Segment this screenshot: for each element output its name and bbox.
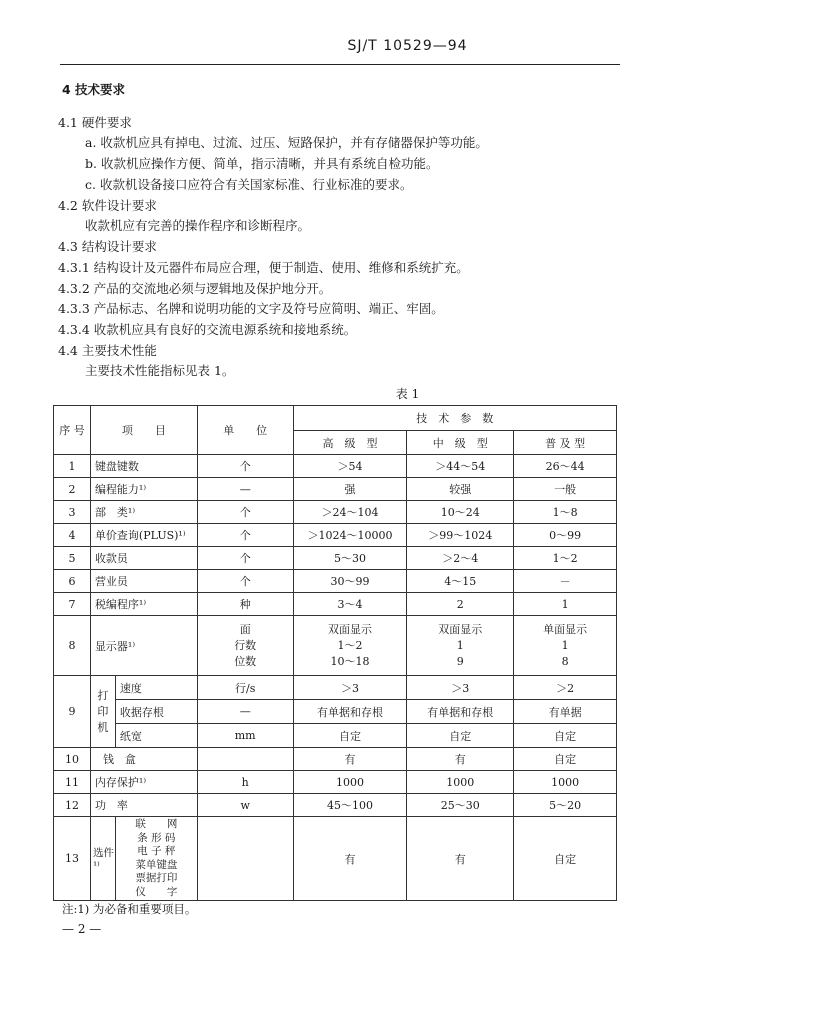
th-item: 项 目: [90, 406, 197, 455]
cell-high: 有: [293, 748, 407, 771]
cell-mid: 25～30: [407, 794, 514, 817]
cell-no: 8: [54, 616, 91, 676]
mid-digits: 9: [456, 654, 464, 668]
cell-mid: 有: [407, 748, 514, 771]
cell-high: 自定: [293, 724, 407, 748]
th-mid: 中 级 型: [407, 431, 514, 455]
table-row: [54, 794, 617, 817]
table-row: [54, 771, 617, 794]
item-c: c. 收款机设备接口应符合有关国家标准、行业标准的要求。: [85, 177, 413, 192]
table-row-printer: [54, 676, 617, 700]
spec-table: [53, 405, 617, 901]
cell-unit: 个: [197, 501, 293, 524]
cell-no: 6: [54, 570, 91, 593]
cell-mid: 有单据和存根: [407, 700, 514, 724]
section-4-3-4: 4.3.4 收款机应具有良好的交流电源系统和接地系统。: [58, 322, 357, 337]
table-row-printer: [54, 724, 617, 748]
table-caption: 表 1: [395, 387, 420, 401]
cell-no: 10: [54, 748, 91, 771]
cell-high: ＞3: [293, 676, 407, 700]
table-row: [54, 501, 617, 524]
cell-item: 部 类¹⁾: [90, 501, 197, 524]
cell-basic: 1000: [514, 771, 617, 794]
basic-face: 单面显示: [543, 622, 588, 636]
cell-item: 显示器¹⁾: [90, 616, 197, 676]
cell-basic: 自定: [514, 748, 617, 771]
cell-basic: 自定: [514, 724, 617, 748]
cell-high: 有: [293, 817, 407, 901]
cell-unit: 种: [197, 593, 293, 616]
table-note: 注:1) 为必备和重要项目。: [62, 902, 197, 916]
cell-unit: —: [197, 478, 293, 501]
section-4-4-text: 主要技术性能指标见表 1。: [85, 363, 235, 378]
cell-unit: w: [197, 794, 293, 817]
cell-no: 3: [54, 501, 91, 524]
high-lines: 1～2: [337, 638, 363, 652]
section-4-3-3: 4.3.3 产品标志、名牌和说明功能的文字及符号应简明、端正、牢固。: [58, 301, 444, 316]
mid-lines: 1: [456, 638, 464, 652]
cell-high: ＞54: [293, 455, 407, 478]
cell-unit: mm: [197, 724, 293, 748]
cell-unit: [197, 817, 293, 901]
cell-item: 功 率: [90, 794, 197, 817]
cell-basic: 一般: [514, 478, 617, 501]
cell-basic: 1～8: [514, 501, 617, 524]
unit-lines: 行数: [234, 638, 257, 652]
cell-high: 5～30: [293, 547, 407, 570]
cell-unit: 个: [197, 455, 293, 478]
option-barcode: 条 形 码: [137, 831, 176, 844]
cell-item: 收据存根: [115, 700, 197, 724]
cell-no: 7: [54, 593, 91, 616]
basic-digits: 8: [561, 654, 569, 668]
option-network: 联 网: [135, 818, 178, 830]
printer-char-1: 打: [97, 688, 109, 702]
cell-mid: ＞99～1024: [407, 524, 514, 547]
cell-high: 45～100: [293, 794, 407, 817]
cell-high: 30～99: [293, 570, 407, 593]
th-no: 序 号: [54, 406, 91, 455]
cell-mid: ＞44～54: [407, 455, 514, 478]
cell-mid: 自定: [407, 724, 514, 748]
cell-unit: —: [197, 700, 293, 724]
section-4-2: 4.2 软件设计要求: [58, 198, 157, 213]
option-menu-keyboard: 菜单键盘: [135, 858, 178, 871]
unit-digits: 位数: [234, 654, 257, 668]
cell-unit: 个: [197, 570, 293, 593]
cell-high: 有单据和存根: [293, 700, 407, 724]
cell-high: ＞24～104: [293, 501, 407, 524]
table-row: [54, 455, 617, 478]
cell-mid: 较强: [407, 478, 514, 501]
table-row-options: [54, 817, 617, 901]
table-row-printer: [54, 700, 617, 724]
option-scale: 电 子 秤: [137, 845, 176, 857]
cell-basic: 5～20: [514, 794, 617, 817]
cell-item: 编程能力¹⁾: [90, 478, 197, 501]
cell-mid: ＞3: [407, 676, 514, 700]
cell-mid: 2: [407, 593, 514, 616]
cell-unit: 个: [197, 524, 293, 547]
header-rule: [60, 64, 620, 65]
cell-unit: 行/s: [197, 676, 293, 700]
cell-mid: 10～24: [407, 501, 514, 524]
mid-face: 双面显示: [438, 622, 483, 636]
section-4-1: 4.1 硬件要求: [58, 115, 132, 130]
table-row: [54, 570, 617, 593]
cell-high: 强: [293, 478, 407, 501]
cell-no: 5: [54, 547, 91, 570]
basic-lines: 1: [561, 638, 569, 652]
cell-high: ＞1024～10000: [293, 524, 407, 547]
cell-unit: [197, 748, 293, 771]
cell-mid: 有: [407, 817, 514, 901]
th-basic: 普 及 型: [514, 431, 617, 455]
table-row: [54, 748, 617, 771]
option-char: 仪 字: [135, 885, 178, 898]
cell-no: 12: [54, 794, 91, 817]
cell-item: 单价查询(PLUS)¹⁾: [90, 524, 197, 547]
table-row-display: [54, 616, 617, 676]
standard-header: SJ/T 10529—94: [347, 38, 468, 54]
cell-unit: 个: [197, 547, 293, 570]
printer-group-label: [90, 676, 115, 748]
cell-basic: 有单据: [514, 700, 617, 724]
th-params: 技 术 参 数: [293, 406, 616, 431]
table-row: [54, 478, 617, 501]
th-high: 高 级 型: [293, 431, 407, 455]
cell-mid: 1000: [407, 771, 514, 794]
high-face: 双面显示: [328, 622, 372, 636]
cell-item: 税编程序¹⁾: [90, 593, 197, 616]
cell-item: 纸宽: [115, 724, 197, 748]
cell-no: 9: [54, 676, 91, 748]
cell-basic: 自定: [514, 817, 617, 901]
cell-no: 4: [54, 524, 91, 547]
table-row: [54, 524, 617, 547]
item-b: b. 收款机应操作方便、简单，指示清晰，并具有系统自检功能。: [85, 156, 439, 171]
table-row: [54, 547, 617, 570]
cell-basic: ＞2: [514, 676, 617, 700]
cell-no: 13: [54, 817, 91, 901]
cell-item: 选件¹⁾: [90, 817, 115, 901]
cell-mid: 4～15: [407, 570, 514, 593]
cell-no: 2: [54, 478, 91, 501]
item-a: a. 收款机应具有掉电、过流、过压、短路保护，并有存储器保护等功能。: [85, 135, 488, 150]
cell-mid: ＞2～4: [407, 547, 514, 570]
cell-unit: h: [197, 771, 293, 794]
printer-char-2: 印: [97, 704, 109, 718]
cell-item: 营业员: [90, 570, 197, 593]
cell-basic: 1～2: [514, 547, 617, 570]
cell-item: 收款员: [90, 547, 197, 570]
option-receipt-printer: 票据打印: [135, 872, 178, 884]
cell-high: 1000: [293, 771, 407, 794]
cell-basic: 26～44: [514, 455, 617, 478]
cell-no: 11: [54, 771, 91, 794]
th-unit: 单 位: [197, 406, 293, 455]
section-4-3-1: 4.3.1 结构设计及元器件布局应合理，便于制造、使用、维修和系统扩充。: [58, 260, 469, 275]
cell-item: 速度: [115, 676, 197, 700]
cell-item: 内存保护¹⁾: [90, 771, 197, 794]
unit-face: 面: [239, 622, 251, 636]
section-4-3-2: 4.3.2 产品的交流地必须与逻辑地及保护地分开。: [58, 281, 332, 296]
page-number: — 2 —: [62, 922, 102, 936]
section-4-3: 4.3 结构设计要求: [58, 239, 157, 254]
cell-item: 键盘键数: [90, 455, 197, 478]
printer-char-3: 机: [97, 720, 109, 734]
cell-no: 1: [54, 455, 91, 478]
cell-item: 钱 盒: [90, 748, 197, 771]
cell-high: 3～4: [293, 593, 407, 616]
cell-basic: 0～99: [514, 524, 617, 547]
high-digits: 10～18: [330, 654, 370, 668]
cell-basic: －: [514, 570, 617, 593]
table-row: [54, 593, 617, 616]
section-4-title: 4 技术要求: [62, 82, 126, 97]
section-4-4: 4.4 主要技术性能: [58, 343, 157, 358]
section-4-2-text: 收款机应有完善的操作程序和诊断程序。: [85, 218, 311, 233]
cell-basic: 1: [514, 593, 617, 616]
